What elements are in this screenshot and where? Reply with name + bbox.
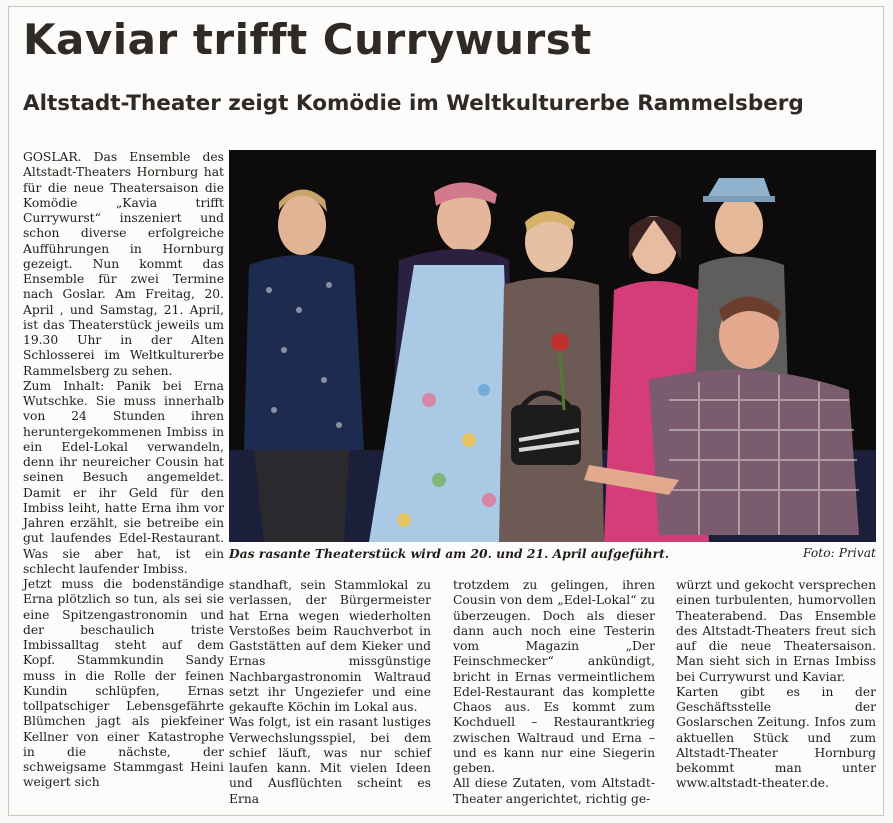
cast-photo bbox=[229, 150, 876, 542]
photo-caption-bar bbox=[229, 546, 876, 562]
photo-credit: Foto: Privat bbox=[803, 546, 876, 560]
photo-caption: Das rasante Theaterstück wird am 20. und 21. April aufgeführt. bbox=[229, 546, 670, 561]
stage-scene-illustration bbox=[229, 150, 876, 542]
article-column-4 bbox=[676, 578, 876, 792]
headline: Kaviar trifft Currywurst bbox=[23, 15, 592, 64]
paragraph-col3b: All diese Zutaten, vom Altstadt-Theater angerichtet, richtig ge- bbox=[453, 776, 655, 806]
paragraph-plot: Zum Inhalt: Panik bei Erna Wutschke. Sie muss innerhalb von 24 Stunden ihren heruntergekommenen Imbiss in ein Edel-Lokal verwandeln, denn ihr neureicher Cousin hat seinen Besuch angemeldet. Damit er ihr Geld für den Imbiss leiht, hatte Erna ihm vor Jahren erzählt, sie betreibe ein gut laufendes Edel-Restaurant. Was sie aber hat, ist ein schlecht laufender Imbiss. bbox=[23, 378, 224, 576]
paragraph-plot-continued: Jetzt muss die bodenständige Erna plötzlich so tun, als sei sie eine Spitzengastronomin und der beschaulich triste Imbissalltag steht auf dem Kopf. Stammkundin Sandy muss in die Rolle der feinen Kundin schlüpfen, Ernas tollpatschiger Lebensgefährte Blümchen jagt als piekfeiner Kellner von einer Katastrophe in die nächste, der schweigsame Stammgast Heini weigert sich bbox=[23, 577, 224, 790]
paragraph-col2: standhaft, sein Stammlokal zu verlassen, der Bürgermeister hat Erna wegen wiederholten Verstoßes beim Rauchverbot in Gaststätten auf dem Kieker und Ernas missgünstige Nachbargastronomin Waltraud setzt ihr Ungeziefer und eine gekaufte Köchin im Lokal aus. bbox=[229, 578, 431, 714]
newspaper-clipping bbox=[8, 6, 884, 816]
paragraph-col3: trotzdem zu gelingen, ihren Cousin von dem „Edel-Lokal“ zu überzeugen. Doch als dieser dann auch noch eine Testerin vom Magazin „Der Feinschmecker“ ankündigt, bricht in Ernas vermeintlichem Edel-Restaurant das komplette Chaos aus. Es kommt zum Kochduell – Restaurantkrieg zwischen Waltraud und Erna – und es kann nur eine Siegerin geben. bbox=[453, 578, 655, 775]
subheadline: Altstadt-Theater zeigt Komödie im Weltkulturerbe Rammelsberg bbox=[23, 91, 804, 116]
paragraph-col4b: Karten gibt es in der Geschäftsstelle der Goslarschen Zeitung. Infos zum aktuellen Stück und zum Altstadt-Theater Hornburg bekommt man unter www.altstadt-theater.de. bbox=[676, 684, 876, 791]
article-column-1 bbox=[23, 150, 224, 791]
paragraph-col2b: Was folgt, ist ein rasant lustiges Verwechslungsspiel, bei dem schief läuft, was nur schief laufen kann. Mit vielen Ideen und Ausflüchten scheint es Erna bbox=[229, 715, 431, 806]
article-column-3 bbox=[453, 578, 655, 807]
paragraph-col4: würzt und gekocht versprechen einen turbulenten, humorvollen Theaterabend. Das Ensemble des Altstadt-Theaters freut sich auf die neue Theatersaison. Man sieht sich in Ernas Imbiss bei Currywurst und Kaviar. bbox=[676, 578, 876, 684]
article-column-2 bbox=[229, 578, 431, 807]
paragraph-intro: GOSLAR. Das Ensemble des Altstadt-Theaters Hornburg hat für die neue Theatersaison die Komödie „Kavia trifft Currywurst“ inszeniert und schon diverse erfolgreiche Aufführungen in Hornburg gezeigt. Nun kommt das Ensemble für zwei Termine nach Goslar. Am Freitag, 20. April , und Samstag, 21. April, ist das Theaterstück jeweils um 19.30 Uhr in der Alten Schlosserei im Weltkulturerbe Rammelsberg zu sehen. bbox=[23, 150, 224, 378]
